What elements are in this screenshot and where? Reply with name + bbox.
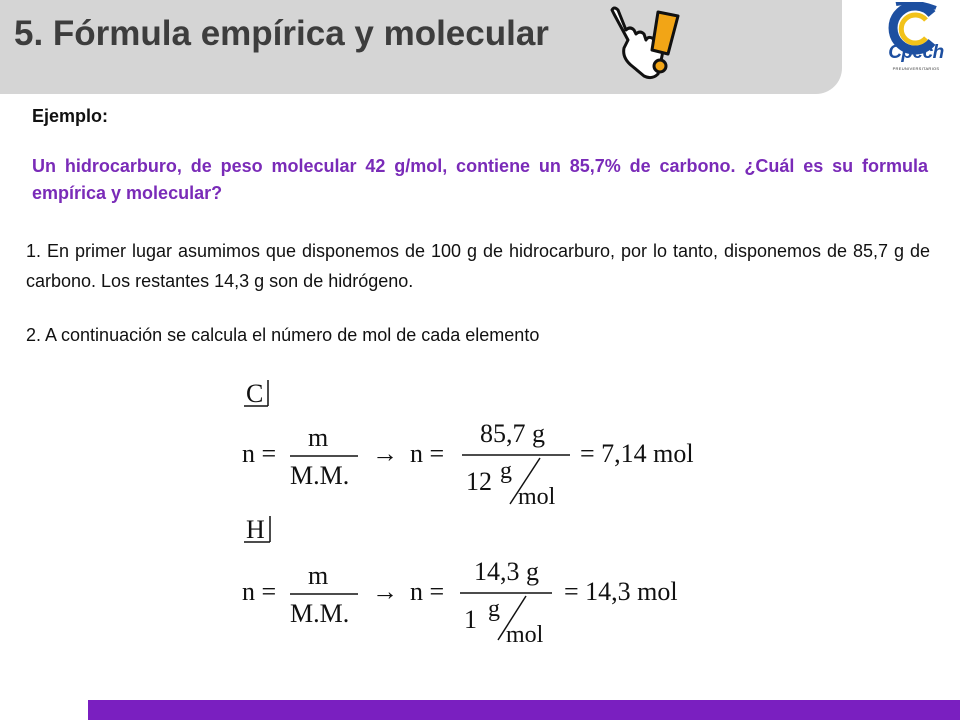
result-h: = 14,3 mol xyxy=(564,577,678,606)
n2-h: n = xyxy=(410,577,445,606)
element-label-h: H xyxy=(246,515,265,544)
equation-carbon xyxy=(242,379,694,510)
denominator-h: M.M. xyxy=(290,599,350,628)
lhs-h: n = xyxy=(242,577,277,606)
logo-text: Cpech xyxy=(888,42,944,63)
result-c: = 7,14 mol xyxy=(580,439,694,468)
unit-denominator-h: mol xyxy=(506,622,544,648)
lhs-c: n = xyxy=(242,439,277,468)
denominator-c: M.M. xyxy=(290,461,350,490)
unit-numerator-c: g xyxy=(500,458,512,484)
step-1-text: 1. En primer lugar asumimos que disponemos de 100 g de hidrocarburo, por lo tanto, disponemos de 85,7 g de carbono. Los restantes 14,3 g son de hidrógeno. xyxy=(26,241,930,291)
n2-c: n = xyxy=(410,439,445,468)
arrow-c: → xyxy=(372,439,398,468)
value-numerator-c: 85,7 g xyxy=(480,419,545,448)
numerator-c: m xyxy=(308,423,329,452)
mass-denominator-c: 12 xyxy=(466,467,492,496)
numerator-h: m xyxy=(308,561,329,590)
page-title: 5. Fórmula empírica y molecular xyxy=(14,14,549,53)
example-label: Ejemplo: xyxy=(32,106,109,126)
element-label-c: C xyxy=(246,379,264,408)
logo-subtitle: PREUNIVERSITARIOS xyxy=(892,66,940,71)
mass-denominator-h: 1 xyxy=(464,605,477,634)
arrow-h: → xyxy=(372,577,398,606)
equation-hydrogen xyxy=(242,515,678,648)
step-2-text: 2. A continuación se calcula el número de mol de cada elemento xyxy=(26,325,540,345)
unit-denominator-c: mol xyxy=(518,484,556,510)
bottom-bar xyxy=(88,700,960,720)
unit-numerator-h: g xyxy=(488,596,500,622)
value-numerator-h: 14,3 g xyxy=(474,557,539,586)
example-question: Un hidrocarburo, de peso molecular 42 g/mol, contiene un 85,7% de carbono. ¿Cuál es su formula empírica y molecular? xyxy=(32,156,928,203)
